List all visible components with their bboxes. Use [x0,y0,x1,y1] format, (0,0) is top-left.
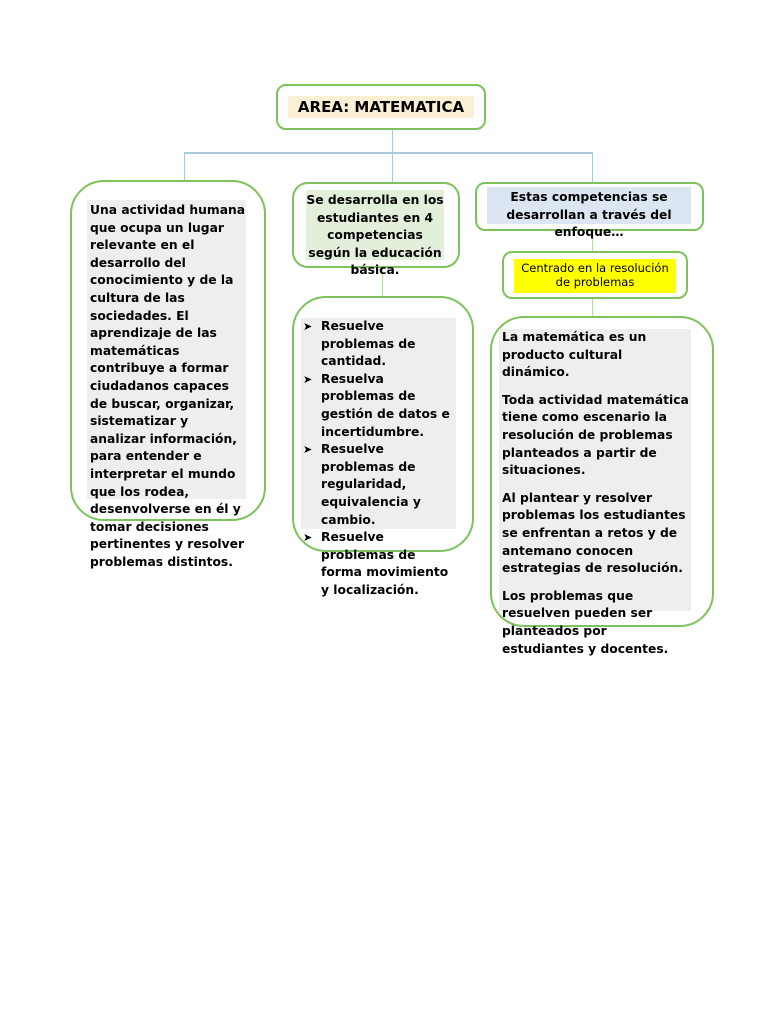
arrow-bullet-icon: ➤ [303,372,313,386]
arrow-bullet-icon: ➤ [303,531,313,545]
competencies-list [301,318,456,597]
approach-name: Centrado en la resolución de problemas [514,259,676,293]
definition-text: Una actividad humana que ocupa un lugar relevante en el desarrollo del conocimiento y de la cultura de las sociedades. El aprendizaje de las matemáticas contribuye a formar ciudadanos capaces de buscar, organizar, sistematizar y analizar información, para entender e interpretar el mundo que los rodea, desenvolverse en él y tomar decisiones pertinentes y resolver problemas distintos. [87,200,246,499]
competencies-header: Se desarrolla en los estudiantes en 4 competencias según la educación básica. [306,190,444,260]
approach-details [499,329,691,656]
list-item: ➤ Resuelve problemas de forma movimiento y localización. [303,530,449,597]
connector-to-approach [592,152,593,182]
list-item: ➤ Resuelve problemas de regularidad, equivalencia y cambio. [303,442,421,527]
approach-header: Estas competencias se desarrollan a través del enfoque… [487,187,691,224]
approach-paragraph: Al plantear y resolver problemas los estudiantes se enfrentan a retos y de antemano conocen estrategias de resolución. [502,490,686,576]
approach-paragraph: Los problemas que resuelven pueden ser planteados por estudiantes y docentes. [502,588,669,656]
connector-to-definition [184,152,185,181]
connector-horizontal [184,152,592,154]
connector-title-down [392,128,393,153]
list-item: ➤ Resuelva problemas de gestión de datos e incertidumbre. [303,371,450,439]
list-item: ➤ Resuelve problemas de cantidad. [303,319,416,369]
approach-paragraph: La matemática es un producto cultural dinámico. [502,330,647,380]
diagram-title: AREA: MATEMATICA [288,96,474,118]
arrow-bullet-icon: ➤ [303,320,313,333]
arrow-bullet-icon: ➤ [303,443,313,457]
connector-approach-details [592,298,593,317]
approach-paragraph: Toda actividad matemática tiene como escenario la resolución de problemas planteados a partir de situaciones. [502,392,689,478]
connector-to-competencies [392,152,393,182]
